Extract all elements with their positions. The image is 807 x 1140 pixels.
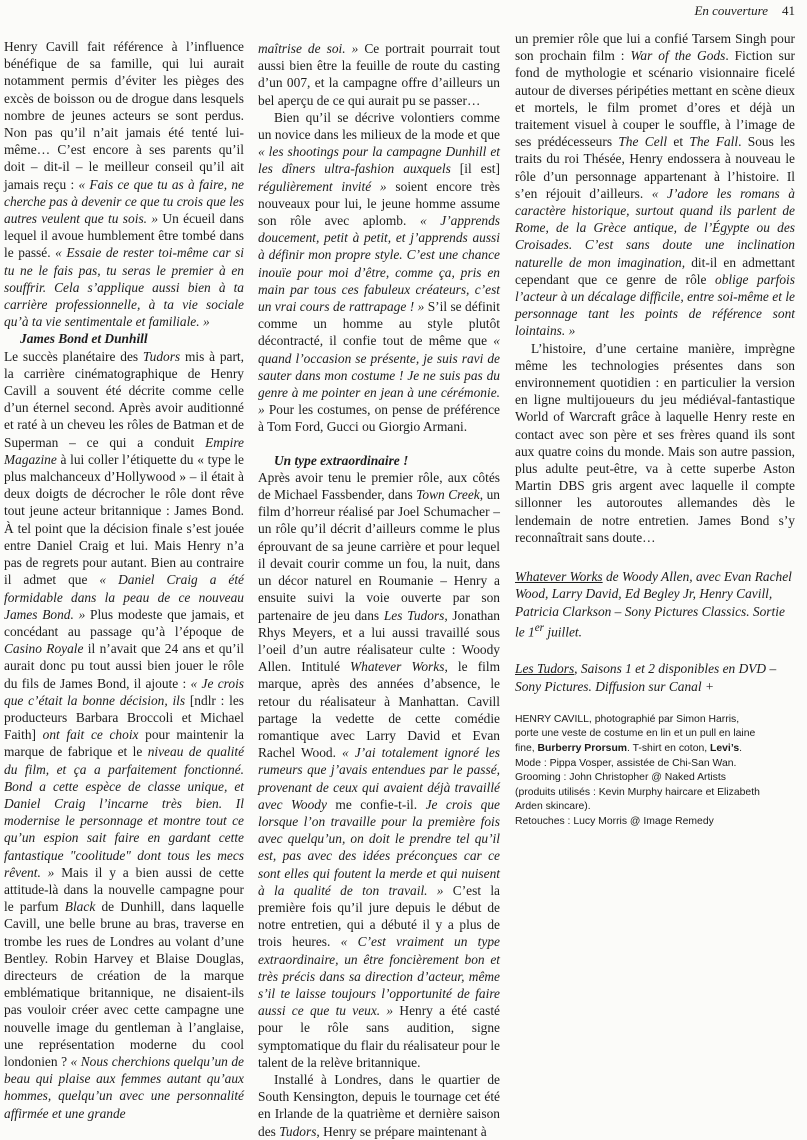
mode-credit: Mode : Pippa Vosper, assistée de Chi-San Wan. [515,757,737,769]
title-ref: The Cell [618,134,668,150]
text-run: , Saisons 1 et 2 disponibles en DVD – Sony Pictures. Diffusion sur Canal + [515,661,777,694]
text-run: . Fiction sur fond de mythologie et scénario visionnaire ficelé autour de diverses péripéties mettant en scène dieux et mortels, le film promet d’ores et déjà un traitement visuel à couper le souffle, à l’image de ses prédécesseurs [515,48,795,150]
quote: niveau de qualité du film, et ça a parfaitement fonctionné. Bond a cette espèce de classe unique, et Daniel Craig l’incarne très bien. Il modernise le personnage et montre tout ce qu’un espion sait faire en gardant cette fantastique "coolitude" dont tous les mecs rêvent. » [4,744,245,880]
title-ref: Town Creek [416,487,480,503]
quote: « J’apprends doucement, petit à petit, et j’apprends aussi à définir mon propre style. C’est une chance inouïe pour moi d’être, comme ça, pris en main par tous ces fabuleux créateurs, c’est un vrai cours de rattrapage ! » [258,213,500,315]
text-run: juillet. [544,624,582,640]
text-run: Mais il y a bien aussi de cette attitude-là dans la nouvelle campagne pour le parfum [4,864,245,915]
grooming-credit: Grooming : John Christopher @ Naked Artists (produits utilisés : Kevin Murphy haircare et Elizabeth Arden skincare). [515,772,760,813]
page-header [694,3,795,19]
quote: Je crois que lorsque l’on travaille pour la première fois avec quelqu’un, on doit le prendre tel qu’il est, pas avec des idées préconçues car ce sont elles qui foutent la merde et qui nuisent à la qualité de ton travail. » [258,796,501,898]
title-ref: Black [64,899,96,915]
col2-paragraph-3 [258,469,500,1071]
text-run: Henry Cavill fait référence à l’influence bénéfique de sa famille, qui lui aurait notamment permis d’éviter les pièges des excès de boisson ou de drogue dans lesquels nombre de jeunes acteurs se sont perdus. Non pas qu’il n’ait jamais été tenté lui-même… C’est encore à ses parents qu’il doit – dit-il – le meilleur conseil qu’il ait jamais reçu : [4,39,244,192]
brand: Burberry Prorsum [537,742,628,754]
page-number: 41 [782,3,795,18]
text-run: Le succès planétaire des [4,348,143,364]
title-ref: War of the Gods [630,48,726,64]
film-title: Whatever Works [515,569,603,585]
text-run: de Dunhill, dans laquelle Cavill, une belle brune au bras, traverse en trombe les rues de Londres au volant d’une Bentley. Robin Harvey et Blaise Douglas, directeurs de création de la marque emblématique britannique, ne disaient-ils pas vouloir créer avec cette campagne une nouvelle image du gentleman à l’anglaise, une représentation moderne du cool londonien ? [4,899,244,1069]
column-3 [515,30,795,830]
film-credit-whatever-works [515,568,795,640]
quote: « Fais ce que tu as à faire, ne cherche pas à devenir ce que tu crois que les autres veulent que tu sois. » [4,176,244,227]
quote: « J’adore les romans à caractère historique, surtout quand ils parlent de Rome, de la Grèce antique, de l’Égypte ou des Croisades. C’est sans doute une inclination naturelle de mon imagination, [515,185,795,270]
dvd-credit-les-tudors [515,660,795,694]
quote: « les shootings pour la campagne Dunhill et les dîners ultra-fashion auxquels [258,144,500,177]
title-ref: Les Tudors [383,607,445,623]
title-ref: Tudors [279,1123,317,1139]
text-run: C’est la première fois qu’il jure depuis le début de notre entretien, qui a débuté il y a plus de trois heures. [258,882,500,950]
text-run: Henry a été casté pour le rôle sans audition, signe symptomatique du flair du réalisateur pour le talent de la relève britannique. [258,1003,500,1070]
retouch-credit: Retouches : Lucy Morris @ Image Remedy [515,815,714,827]
quote: ont fait ce choix [42,727,139,743]
col2-paragraph-2 [258,109,500,436]
text-run: dit-il en admettant cependant que ce genre de rôle [515,254,795,287]
text-run: Plus modeste que jamais, et concédant au passage qu’à l’époque de [4,606,244,639]
text-run: me confie-t-il. [326,796,426,812]
col1-paragraph-2 [4,348,244,1122]
title-ref: Casino Royale [4,641,84,657]
quote: « quand l’occasion se présente, je suis ravi de sauter dans mon costume ! Je ne suis pas du genre à me pointer en jean à une cérémonie. » [258,333,500,418]
text-run: [il est] [450,161,500,177]
text-run: S’il se définit comme un homme au style plutôt décontracté, il confie tout de même que [258,299,500,349]
superscript: er [534,621,545,634]
text-run: Un écueil dans lequel il avoue humblement être tombé dans le passé. [4,211,245,261]
text-run: mis à part, la carrière cinématographique de Henry Cavill a souvent été décrite comme celle d’un éternel second. Après avoir auditionné et raté à un cheveu les rôles de Batman et de Superman – ce qui a conduit [4,348,244,450]
text-run: et [667,134,690,150]
text-run: Installé à Londres, dans le quartier de South Kensington, depuis le tournage cet été en Irlande de la quatrième et dernière saison des [258,1071,500,1139]
text-run: . T-shirt en coton, [627,742,711,754]
text-run: Ce portrait pourrait tout aussi bien être la feuille de route du casting d’un 007, et la campagne offre d’ailleurs un bel aperçu de ce qui aurait pu se passer… [258,41,500,108]
brand: Levi’s [710,742,740,754]
quote: « Essaie de rester toi-même car si tu ne le fais pas, tu seras le premier à en souffrir. Cela s’applique aussi bien à ta carrière professionnelle, à ta vie sociale qu’à ta vie sentimentale et familiale. » [4,245,244,330]
col1-paragraph-1 [4,38,244,330]
quote: régulièrement invité » [258,178,387,194]
text-run: , un film d’horreur réalisé par Joel Schumacher – un rôle qu’il décrit d’ailleurs comme le plus éprouvant de sa jeune carrière et pour lequel il devait courir comme un fou, la nuit, dans un décor naturel en Roumanie – Henry a ensuite suivi la voie ouverte par son partenaire de jeu dans [258,487,500,623]
quote: « C’est vraiment un type extraordinaire, un être foncièrement bon et très précis dans sa direction d’acteur, même s’il te laisse toujours l’opportunité de faire aussi ce que tu veux. » [258,934,500,1019]
text-run: pour maintenir la marque de fabrique et le [4,727,244,760]
col3-paragraph-1 [515,30,795,340]
quote: maîtrise de soi. » [258,41,359,56]
subheading-james-bond: James Bond et Dunhill [20,331,148,347]
text-run: à lui coller l’étiquette du « type le plus malchanceux d’Hollywood » – il était à deux doigts de décrocher le rôle dont rêve tout jeune acteur britannique : James Bond. À tel point que la décision finale s’est jouée entre Daniel Craig et lui. Mais Henry n’a pas de regrets pour autant. Bien au contraire il admet que [4,451,244,588]
col2-paragraph-4 [258,1071,500,1140]
quote: « J’ai totalement ignoré les rumeurs que j’avais entendues par le passé, provenant de ceux qui avaient déjà travaillé avec Woody [258,745,500,812]
text-run: . [739,742,742,754]
series-title: Les Tudors [515,661,575,677]
text-run: HENRY CAVILL, photographié par Simon Harris, porte une veste de costume en lin et un pull en laine fine, [515,713,756,754]
text-run: Bien qu’il se décrive volontiers comme un novice dans les milieux de la mode et que [258,109,500,143]
text-run: un premier rôle que lui a confié Tarsem Singh pour son prochain film : [515,31,795,64]
text-run: , Jonathan Rhys Meyers, et a lui aussi travaillé sous l’oeil d’un autre réalisateur culte : Woody Allen. Intitulé [258,607,500,675]
text-run: , Henry se prépare maintenant à [316,1123,487,1139]
text-run: , le film marque, après des années d’absence, le retour du réalisateur à Manhattan. Cavill partage la vedette de cette comédie romantique avec Larry David et Evan Rachel Wood. [258,659,501,761]
subheading-type-extraordinaire: Un type extraordinaire ! [274,452,409,468]
text-run: de Woody Allen, avec Evan Rachel Wood, Larry David, Ed Begley Jr, Henry Cavill, Patricia Clarkson – Sony Pictures Classics. Sortie le 1 [515,569,792,640]
title-ref: The Fall [689,134,739,150]
section-title: En couverture [694,3,768,18]
text-run: [ndlr : les producteurs Barbara Broccoli et Michael Faith] [4,692,244,743]
title-ref: Tudors [142,348,181,364]
quote: oblige parfois l’acteur à un décalage difficile, entre soi-même et le personnage tant les points de référence sont lointains. » [515,271,795,339]
quote: « Nous cherchions quelqu’un de beau qui plaise aux femmes autant qu’aux hommes, quelqu’un avec une personnalité affirmée et une grande [4,1053,244,1121]
quote: « Je crois que c’était la bonne décision, ils [4,675,245,708]
text-run: soient encore très nouveaux pour lui, le jeune homme assume son rôle avec aplomb. [258,178,501,229]
photo-credits [515,713,765,830]
col3-paragraph-2: L’histoire, d’une certaine manière, imprègne même les technologies présentes dans son environnement quotidien : en particulier la version en ligne multijoueurs du jeu médiéval-fantastique World of Warcraft grâce à laquelle Henry reste en contact avec son père et ses frères quand ils sont aux quatre coins du monde. Mais son autre passion, plus adulte peut-être, va à cette superbe Aston Martin DBS gris argent avec laquelle il compte sillonner les autoroutes allemandes dès le lendemain de notre entretien. James Bond s’y reconnaîtrait sans doute… [515,340,795,545]
title-ref: Whatever Works [350,659,445,675]
column-2 [258,40,500,1140]
text-run: il n’avait que 24 ans et qu’il aurait donc pu tout aussi bien jouer le rôle du fils de James Bond, il ajoute : [4,641,244,691]
text-run: Pour les costumes, on pense de préférence à Tom Ford, Gucci ou Giorgio Armani. [258,402,500,435]
text-run: Après avoir tenu le premier rôle, aux côtés de Michael Fassbender, dans [258,469,500,503]
column-1 [4,38,244,1122]
col2-paragraph-1 [258,40,500,109]
title-ref: Empire Magazine [4,434,244,467]
quote: « Daniel Craig a été formidable dans la peau de ce nouveau James Bond. » [4,572,244,622]
text-run: . Sous les traits du roi Thésée, Henry endossera à nouveau le rôle d’un personnage appartenant à l’histoire. Il s’en réjouit d’ailleurs. [515,134,795,201]
